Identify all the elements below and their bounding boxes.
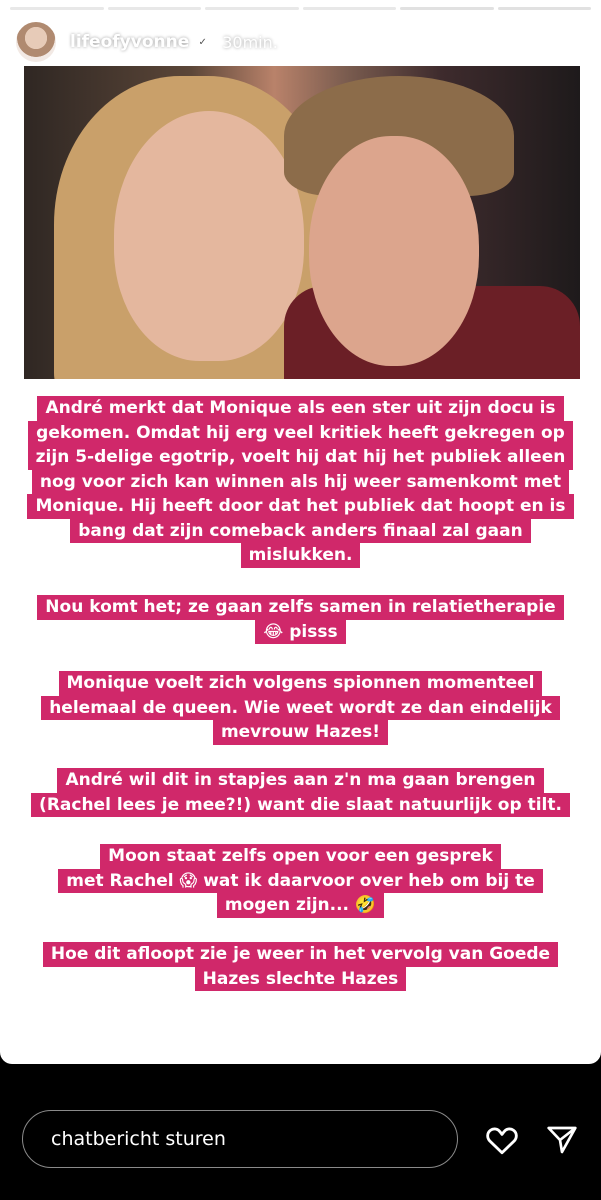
verified-icon: ✓ bbox=[195, 35, 210, 50]
reply-placeholder: chatbericht sturen bbox=[51, 1128, 226, 1150]
heart-icon[interactable] bbox=[485, 1124, 519, 1156]
progress-segment bbox=[10, 7, 104, 10]
story-progress bbox=[10, 7, 591, 10]
caption-line: Moon staat zelfs open voor een gesprek bbox=[100, 844, 501, 869]
story-header bbox=[14, 20, 587, 64]
caption-line: 😂 pisss bbox=[255, 620, 345, 645]
caption-line: mevrouw Hazes! bbox=[213, 720, 388, 745]
caption-block-2 bbox=[0, 595, 601, 644]
caption-line: Monique. Hij heeft door dat het publiek dat hoopt en is bbox=[27, 494, 573, 519]
post-time: 30min. bbox=[222, 32, 278, 52]
caption-block-3 bbox=[0, 671, 601, 745]
caption-line: André wil dit in stapjes aan z'n ma gaan brengen bbox=[57, 768, 543, 793]
caption-line: zijn 5-delige egotrip, voelt hij dat hij het publiek alleen bbox=[28, 445, 574, 470]
photo-man-face bbox=[309, 136, 479, 366]
caption-line: helemaal de queen. Wie weet wordt ze dan eindelijk bbox=[41, 696, 560, 721]
caption-line: met Rachel 😱 wat ik daarvoor over heb om bij te bbox=[58, 869, 542, 894]
caption-line: bang dat zijn comeback anders finaal zal gaan bbox=[70, 519, 530, 544]
caption-line: Monique voelt zich volgens spionnen momenteel bbox=[59, 671, 543, 696]
story-photo bbox=[24, 66, 580, 379]
reply-bar bbox=[0, 1064, 601, 1200]
avatar[interactable] bbox=[14, 20, 58, 64]
caption-block-6 bbox=[0, 942, 601, 991]
caption-line: (Rachel lees je mee?!) want die slaat natuurlijk op tilt. bbox=[31, 793, 570, 818]
reply-input[interactable] bbox=[22, 1110, 458, 1168]
progress-segment bbox=[303, 7, 397, 10]
username[interactable]: lifeofyvonne bbox=[70, 32, 190, 52]
caption-line: André merkt dat Monique als een ster uit zijn docu is bbox=[37, 396, 563, 421]
caption-line: mislukken. bbox=[241, 543, 361, 568]
progress-segment bbox=[498, 7, 592, 10]
photo-woman-face bbox=[114, 111, 304, 361]
caption-line: Hoe dit afloopt zie je weer in het vervolg van Goede bbox=[43, 942, 558, 967]
caption-block-4 bbox=[0, 768, 601, 817]
caption-block-5 bbox=[0, 844, 601, 918]
send-icon[interactable] bbox=[545, 1124, 579, 1156]
caption-line: Nou komt het; ze gaan zelfs samen in relatietherapie bbox=[37, 595, 563, 620]
progress-segment bbox=[400, 7, 494, 10]
progress-segment bbox=[108, 7, 202, 10]
close-icon[interactable] bbox=[557, 27, 587, 57]
caption-line: gekomen. Omdat hij erg veel kritiek heeft gekregen op bbox=[28, 421, 573, 446]
caption-block-1 bbox=[0, 396, 601, 568]
caption-line: mogen zijn... 🤣 bbox=[217, 893, 384, 918]
caption-line: Hazes slechte Hazes bbox=[195, 967, 407, 992]
progress-segment bbox=[205, 7, 299, 10]
caption-line: nog voor zich kan winnen als hij weer samenkomt met bbox=[32, 470, 569, 495]
more-icon[interactable]: ••• bbox=[495, 29, 537, 55]
